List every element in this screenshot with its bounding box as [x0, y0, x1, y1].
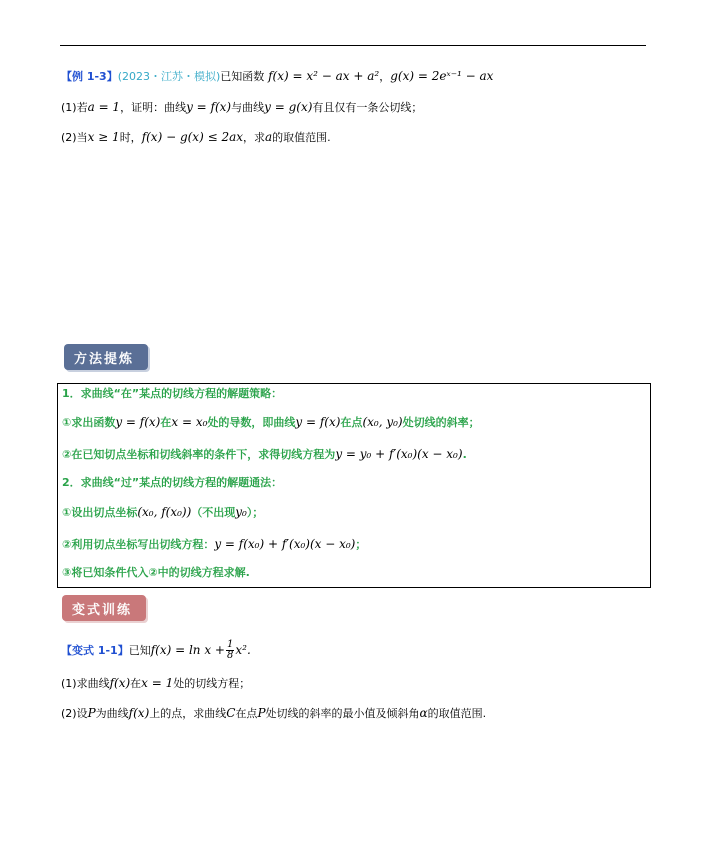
vq2-text-b: 上的点，求曲线 [149, 707, 227, 720]
q2-variable: a [265, 130, 273, 144]
method-line-2-m3: y = f(x) [295, 415, 341, 429]
method-line-5 [62, 504, 263, 521]
fraction-numerator: 1 [226, 639, 234, 650]
example-source: (2023・江苏・模拟) [117, 70, 221, 83]
example-heading [61, 68, 493, 85]
q1-curve-2: y = g(x) [264, 100, 313, 114]
q1-text-c: 有且仅有一条公切线； [312, 101, 423, 114]
q1-curve-1: y = f(x) [186, 100, 232, 114]
vq2-m1: f(x) [128, 706, 150, 720]
vq2-p: P [87, 706, 96, 720]
method-line-3-b: . [462, 448, 467, 461]
method-line-5-a: ①设出切点坐标 [62, 506, 138, 519]
method-line-3 [62, 446, 467, 463]
variant-question-1 [61, 675, 250, 692]
example-g-def: g(x) = 2eˣ⁻¹ − ax [390, 69, 494, 83]
method-line-6-b: ； [355, 538, 367, 551]
vq1-text-a: 在 [130, 677, 142, 690]
fraction-denominator: 8 [226, 650, 234, 661]
method-line-3-a: ②在已知切点坐标和切线斜率的条件下，求得切线方程为 [62, 448, 336, 461]
variant-intro: 已知 [128, 644, 151, 657]
vq2-c: C [226, 706, 236, 720]
vq2-text-a: 为曲线 [95, 707, 129, 720]
vq2-prefix: (2)设 [61, 707, 88, 720]
method-line-1: 1．求曲线“在”某点的切线方程的解题策略： [62, 387, 283, 400]
q2-prefix: (2)当 [61, 131, 88, 144]
method-line-5-m1: (x₀, f(x₀)) [137, 505, 192, 519]
example-intro: 已知函数 [220, 70, 265, 83]
variant-tag: 变式训练 [62, 595, 146, 621]
method-line-6 [62, 536, 366, 553]
variant-f-rhs: x² [235, 643, 247, 657]
q2-text-a: 时， [119, 131, 142, 144]
variant-f-lhs: f(x) = ln x + [150, 643, 225, 657]
q1-cond: a = 1 [87, 100, 121, 114]
q1-text-b: 与曲线 [231, 101, 265, 114]
vq2-text-e: 的取值范围. [427, 707, 487, 720]
example-question-2 [61, 129, 331, 146]
variant-fraction [226, 640, 234, 661]
variant-label: 【变式 1-1】 [61, 644, 129, 657]
method-line-2-a: ①求出函数 [62, 416, 116, 429]
vq1-m1: f(x) [109, 676, 131, 690]
q1-text-a: ，证明：曲线 [120, 101, 187, 114]
q2-inequality: f(x) − g(x) ≤ 2ax [141, 130, 243, 144]
method-line-6-a: ②利用切点坐标写出切线方程： [62, 538, 215, 551]
method-line-5-b: （不出现 [191, 506, 236, 519]
top-rule [60, 45, 646, 46]
vq1-text-b: 处的切线方程； [173, 677, 251, 690]
method-line-6-m: y = f(x₀) + f′(x₀)(x − x₀) [214, 537, 356, 551]
method-line-5-m2: y₀ [235, 505, 247, 519]
method-line-2-m2: x = x₀ [171, 415, 208, 429]
vq2-p2: P [257, 706, 266, 720]
vq1-prefix: (1)求曲线 [61, 677, 110, 690]
method-line-3-m: y = y₀ + f′(x₀)(x − x₀) [335, 447, 463, 461]
method-line-2 [62, 414, 480, 431]
method-line-4: 2．求曲线“过”某点的切线方程的解题通法： [62, 476, 283, 489]
q2-text-c: 的取值范围. [272, 131, 331, 144]
method-line-2-b: 在 [160, 416, 172, 429]
method-line-2-d: 在点 [340, 416, 363, 429]
variant-heading [61, 640, 251, 661]
vq2-text-d: 处切线的斜率的最小值及倾斜角 [265, 707, 420, 720]
variant-f-end: . [246, 643, 251, 657]
q1-prefix: (1)若 [61, 101, 88, 114]
method-line-7: ③将已知条件代入②中的切线方程求解. [62, 566, 250, 579]
example-question-1 [61, 99, 422, 116]
example-label: 【例 1-3】 [61, 70, 118, 83]
method-tag: 方法提炼 [64, 344, 148, 370]
method-line-2-m4: (x₀, y₀) [362, 415, 403, 429]
q2-cond: x ≥ 1 [87, 130, 120, 144]
q2-text-b: ，求 [243, 131, 265, 144]
example-sep: ， [379, 70, 391, 83]
vq2-alpha: α [419, 706, 428, 720]
method-line-2-e: 处切线的斜率； [402, 416, 480, 429]
variant-question-2 [61, 705, 486, 722]
example-f-def: f(x) = x² − ax + a² [268, 69, 380, 83]
vq1-m2: x = 1 [141, 676, 174, 690]
method-line-5-c: ）； [246, 506, 264, 519]
method-line-2-m1: y = f(x) [115, 415, 161, 429]
vq2-text-c: 在点 [235, 707, 258, 720]
method-line-2-c: 处的导数，即曲线 [207, 416, 296, 429]
